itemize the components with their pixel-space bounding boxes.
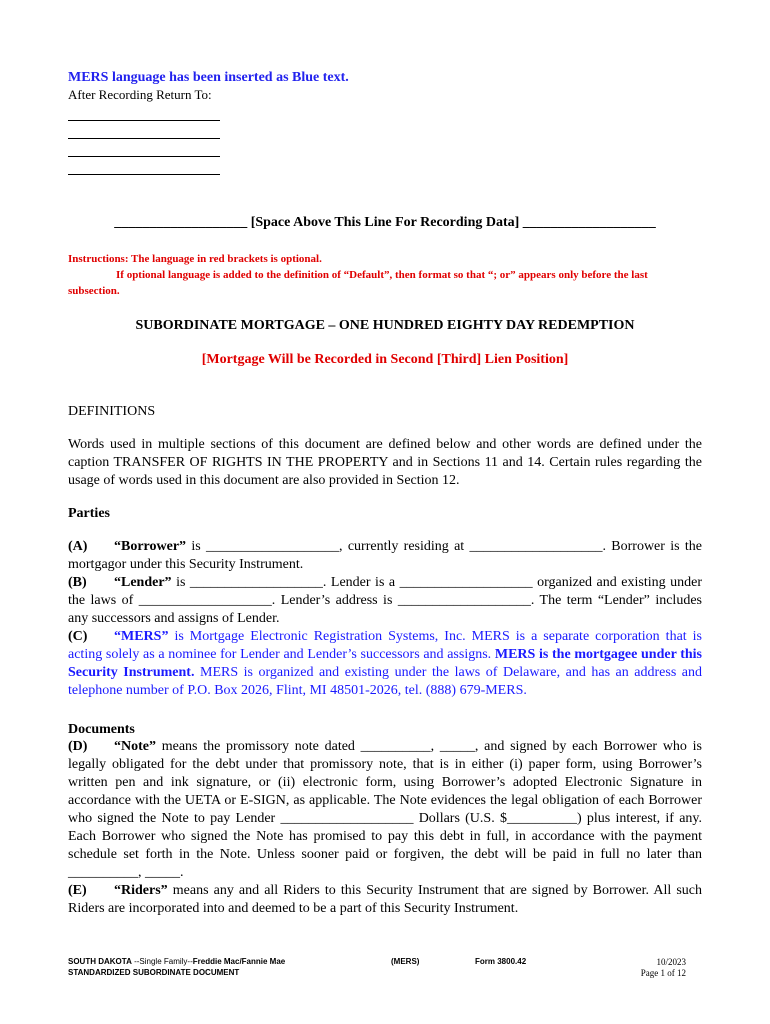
parties-heading: Parties — [68, 506, 110, 521]
page-footer — [68, 957, 686, 979]
document-page — [68, 70, 702, 918]
documents-heading: Documents — [68, 722, 135, 737]
term-note: “Note” — [114, 739, 156, 754]
definition-borrower — [68, 538, 702, 574]
footer-mers: (MERS) — [391, 957, 420, 966]
footer-doc-type: STANDARDIZED SUBORDINATE DOCUMENT — [68, 968, 240, 977]
item-label: (E) — [68, 883, 87, 898]
mers-notice: MERS language has been inserted as Blue text. — [68, 70, 349, 85]
item-label: (A) — [68, 539, 88, 554]
footer-state-line: SOUTH DAKOTA --Single Family--Freddie Mac/Fannie Mae — [68, 957, 286, 966]
item-label: (B) — [68, 575, 87, 590]
riders-text: means any and all Riders to this Security Instrument that are signed by Borrower. All such Riders are incorporated into and deemed to be a part of this Security Instrument. — [68, 883, 702, 916]
footer-form-number: Form 3800.42 — [475, 957, 527, 966]
item-label: (D) — [68, 739, 88, 754]
definitions-intro: Words used in multiple sections of this document are defined below and other words are defined under the caption TRANSFER OF RIGHTS IN THE PROPERTY and in Sections 11 and 14. Certain rules regarding the usage of words used in this document are also provided in Section 12. — [68, 437, 702, 488]
term-mers: “MERS” — [114, 629, 169, 644]
instructions-line-1: Instructions: The language in red brackets is optional. — [68, 253, 322, 265]
address-blank-1 — [68, 103, 220, 121]
borrower-text: is ___________________, currently residing at ___________________. Borrower is the mortgagor under this Security Instrument. — [68, 539, 702, 572]
address-blank-4 — [68, 157, 220, 175]
footer-page-number: Page 1 of 12 — [640, 968, 686, 978]
instructions-line-2: If optional language is added to the definition of “Default”, then format so that “; or” appears only before the last subsection. — [68, 269, 648, 297]
document-title: SUBORDINATE MORTGAGE – ONE HUNDRED EIGHTY DAY REDEMPTION — [135, 318, 635, 333]
definitions-heading: DEFINITIONS — [68, 404, 156, 419]
footer-date: 10/2023 — [656, 957, 686, 967]
mers-mortgagee-statement: MERS is the mortgagee under this Security Instrument. — [68, 647, 703, 680]
lender-text: is ___________________. Lender is a ___________________ organized and existing under the laws of ___________________. Lender’s address is ___________________. The term “Lender” includes any successors and assigns of Lender. — [68, 575, 702, 626]
definition-lender — [68, 574, 702, 628]
definition-mers — [68, 628, 702, 700]
address-blank-2 — [68, 121, 220, 139]
term-lender: “Lender” — [114, 575, 172, 590]
note-text: means the promissory note dated __________, _____, and signed by each Borrower who is legally obligated for the debt under that promissory note, that is in either (i) paper form, using Borrower’s written pen and ink signature, or (ii) electronic form, using Borrower’s adopted Electronic Signature in accordance with the UETA or E-SIGN, as applicable. The Note evidences the legal obligation of each Borrower who signed the Note to pay Lender ___________________ Dollars (U.S. $__________) plus interest, if any. Each Borrower who signed the Note has promised to pay this debt in full, in accordance with the payment schedule set forth in the Note. Unless sooner paid or forgiven, the debt will be paid in full no later than __________, _____. — [68, 739, 702, 880]
address-blank-3 — [68, 139, 220, 157]
term-riders: “Riders” — [114, 883, 168, 898]
mers-text-1: is Mortgage Electronic Registration Systems, Inc. MERS is a separate corporation that is acting solely as a nominee for Lender and Lender’s successors and assigns. — [68, 629, 702, 662]
item-label: (C) — [68, 629, 88, 644]
term-borrower: “Borrower” — [114, 539, 187, 554]
lien-position: [Mortgage Will be Recorded in Second [Third] Lien Position] — [201, 352, 569, 367]
return-to-label: After Recording Return To: — [68, 87, 212, 102]
definition-riders — [68, 882, 702, 918]
recording-space-line: ___________________ [Space Above This Line For Recording Data] ___________________ — [114, 215, 656, 230]
instructions — [68, 251, 702, 299]
mers-text-2: MERS is organized and existing under the laws of Delaware, and has an address and telephone number of P.O. Box 2026, Flint, MI 48501-2026, tel. (888) 679-MERS. — [68, 665, 703, 698]
definition-note — [68, 738, 702, 882]
